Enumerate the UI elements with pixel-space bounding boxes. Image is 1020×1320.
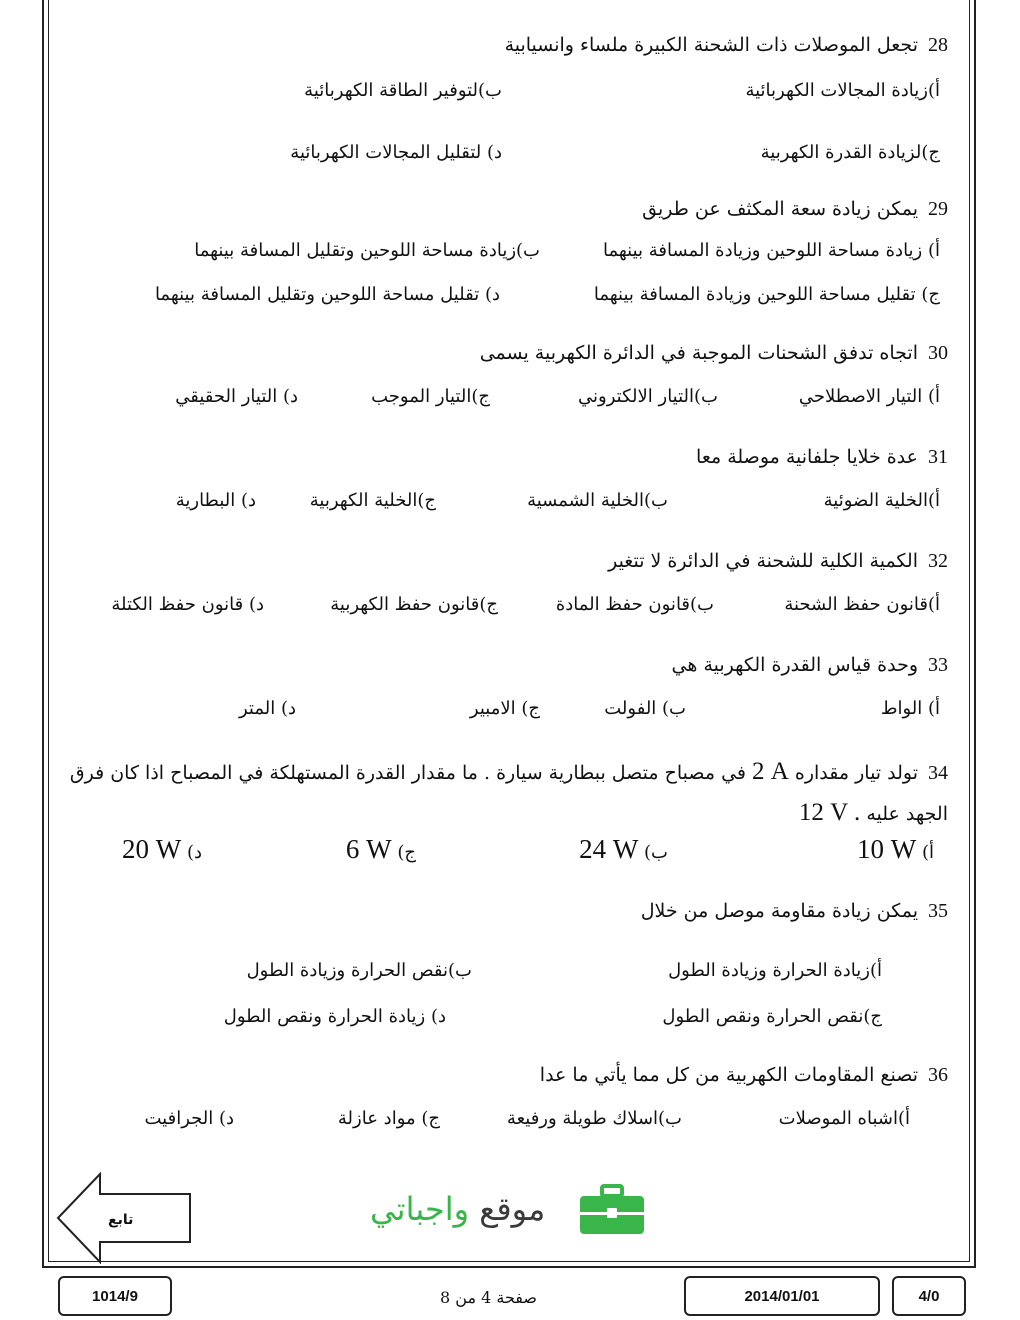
question-text: وحدة قياس القدرة الكهربية هي (671, 654, 918, 676)
briefcase-icon (578, 1184, 646, 1236)
question-35 (641, 900, 948, 923)
footer-code-right: 4/0 (892, 1276, 966, 1316)
option-c[interactable]: ج) مواد عازلة (337, 1108, 440, 1129)
page-number: صفحة 4 من 8 (440, 1288, 537, 1307)
option-b[interactable] (579, 834, 668, 865)
logo-text-main: موقع (479, 1190, 546, 1228)
option-value: 6 W (345, 834, 392, 864)
option-b[interactable]: ب)قانون حفظ المادة (555, 594, 714, 615)
question-28 (505, 34, 948, 57)
question-text-2: في مصباح متصل ببطارية سيارة . ما مقدار القدرة المستهلكة في المصباح اذا كان فرق الجهد (69, 762, 948, 825)
option-b[interactable]: ب)التيار الالكتروني (578, 386, 718, 407)
option-d[interactable] (122, 834, 202, 865)
option-b[interactable]: ب)اسلاك طويلة ورفيعة (506, 1108, 682, 1129)
option-b[interactable]: ب)زيادة مساحة اللوحين وتقليل المسافة بينهما (194, 240, 540, 261)
question-text: الكمية الكلية للشحنة في الدائرة لا تتغير (608, 550, 918, 572)
option-d[interactable]: د) زيادة الحرارة ونقص الطول (223, 1006, 446, 1027)
current-value: 2 A (752, 758, 789, 785)
site-logo (370, 1180, 650, 1240)
question-number: 30 (928, 342, 948, 364)
question-33 (672, 654, 948, 677)
question-36 (540, 1064, 948, 1087)
option-a[interactable]: أ)اشباه الموصلات (778, 1108, 910, 1129)
option-b[interactable]: ب) الفولت (604, 698, 686, 719)
option-d[interactable]: د) قانون حفظ الكتلة (111, 594, 264, 615)
option-c[interactable]: ج)قانون حفظ الكهربية (330, 594, 498, 615)
option-a[interactable]: أ)قانون حفظ الشحنة (784, 594, 940, 615)
question-number: 31 (928, 446, 948, 468)
question-30 (480, 342, 948, 365)
footer-code-left: 1014/9 (58, 1276, 172, 1316)
option-c[interactable]: ج)الخلية الكهربية (309, 490, 436, 511)
option-letter: ج) (397, 842, 416, 863)
option-c[interactable]: ج)التيار الموجب (371, 386, 490, 407)
question-text: عدة خلايا جلفانية موصلة معا (696, 446, 918, 468)
option-d[interactable]: د) لتقليل المجالات الكهربائية (290, 142, 502, 163)
question-29 (642, 198, 948, 221)
option-d[interactable]: د) المتر (238, 698, 296, 719)
option-value: 20 W (121, 834, 182, 864)
option-d[interactable]: د) الجرافيت (144, 1108, 234, 1129)
question-text: يمكن زيادة سعة المكثف عن طريق (642, 198, 918, 220)
option-letter: أ) (921, 842, 934, 863)
option-a[interactable]: أ) زيادة مساحة اللوحين وزيادة المسافة بينهما (602, 240, 940, 261)
question-number: 33 (928, 654, 948, 676)
option-a[interactable]: أ) الواط (880, 698, 940, 719)
option-a[interactable] (857, 834, 934, 865)
question-number: 36 (928, 1064, 948, 1086)
option-c[interactable]: ج)لزيادة القدرة الكهربية (760, 142, 940, 163)
option-c[interactable] (346, 834, 416, 865)
option-a[interactable]: أ)زيادة الحرارة وزيادة الطول (668, 960, 882, 981)
option-letter: د) (186, 842, 202, 863)
question-text: تصنع المقاومات الكهربية من كل مما يأتي ما عدا (539, 1064, 918, 1086)
option-d[interactable]: د) التيار الحقيقي (175, 386, 298, 407)
option-value: 24 W (579, 834, 639, 864)
question-32 (608, 550, 948, 573)
question-text-1: تولد تيار مقداره (794, 762, 918, 784)
option-d[interactable]: د) البطارية (175, 490, 256, 511)
option-a[interactable]: أ)زيادة المجالات الكهربائية (745, 80, 940, 101)
option-letter: ب) (644, 842, 668, 863)
question-31 (696, 446, 948, 469)
voltage-value: 12 V . (798, 799, 861, 826)
question-number: 32 (928, 550, 948, 572)
question-number: 28 (928, 34, 948, 56)
question-text: اتجاه تدفق الشحنات الموجبة في الدائرة الكهربية يسمى (479, 342, 918, 364)
option-a[interactable]: أ)الخلية الضوئية (823, 490, 940, 511)
option-c[interactable]: ج)نقص الحرارة ونقص الطول (662, 1006, 882, 1027)
option-b[interactable]: ب)لتوفير الطاقة الكهربائية (304, 80, 502, 101)
logo-text (370, 1190, 545, 1228)
question-number: 35 (928, 900, 948, 922)
next-page-label: تابع (108, 1212, 134, 1228)
option-a[interactable]: أ) التيار الاصطلاحي (798, 386, 940, 407)
footer-date: 2014/01/01 (684, 1276, 880, 1316)
question-text: تجعل الموصلات ذات الشحنة الكبيرة ملساء وانسيابية (504, 34, 918, 56)
question-number: 34 (928, 762, 948, 784)
question-number: 29 (928, 198, 948, 220)
option-d[interactable]: د) تقليل مساحة اللوحين وتقليل المسافة بينهما (154, 284, 500, 305)
option-c[interactable]: ج) تقليل مساحة اللوحين وزيادة المسافة بينهما (593, 284, 940, 305)
logo-text-accent: واجباتي (370, 1190, 470, 1228)
option-b[interactable]: ب)نقص الحرارة وزيادة الطول (246, 960, 472, 981)
option-b[interactable]: ب)الخلية الشمسية (527, 490, 668, 511)
question-text: يمكن زيادة مقاومة موصل من خلال (640, 900, 918, 922)
question-text-3: عليه (866, 803, 900, 825)
option-value: 10 W (857, 834, 917, 864)
question-34 (52, 752, 948, 834)
option-c[interactable]: ج) الامبير (469, 698, 540, 719)
